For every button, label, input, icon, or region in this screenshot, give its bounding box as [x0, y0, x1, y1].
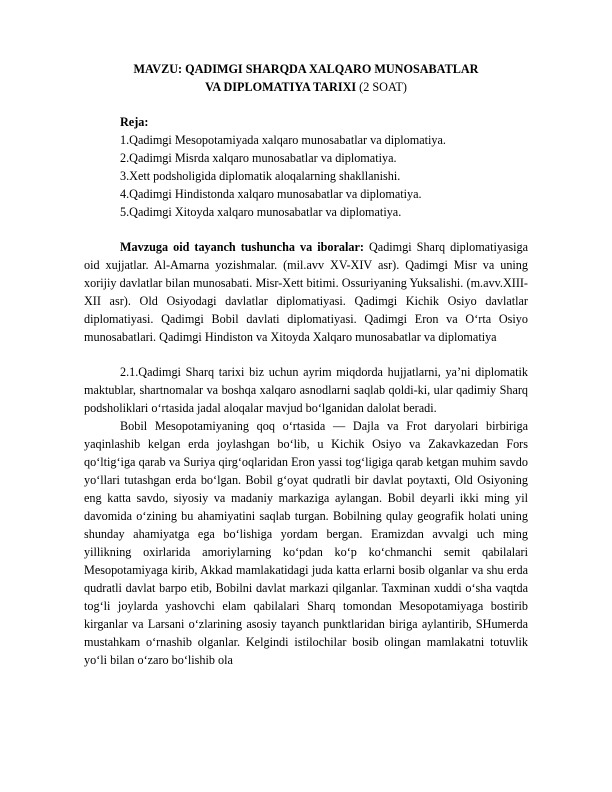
plan-item-5: 5.Qadimgi Xitoyda xalqaro munosabatlar va diplomatiya. — [120, 205, 402, 219]
keywords-text: Qadimgi Sharq diplomatiyasiga oid xujjatlar. Al-Amarna yozishmalar. (mil.avv XV-XIV asr). Qadimgi Misr va uning xorijiy davlatlar bilan munosabati. Misr-Xett bitimi. Ossuriyaning Yuksalishi. (m.avv.XIII-XII asr). Old Osiyodagi davlatlar diplomatiyasi. Qadimgi Kichik Osiyo davlatlar diplomatiyasi. Qadimgi Bobil davlati diplomatiyasi. Qadimgi Eron va O‘rta Osiyo munosabatlari. Qadimgi Hindiston va Xitoyda Xalqaro munosabatlar va diplomatiya — [84, 240, 528, 344]
spacer — [84, 346, 528, 363]
body-paragraph-1: 2.1.Qadimgi Sharq tarixi biz uchun ayrim miqdorda hujjatlarni, ya’ni diplomatik maktublar, shartnomalar va boshqa xalqaro asnodlarni saqlab qoldi-ki, ular qadimiy Sharq podsholiklari o‘rtasida jadal aloqalar mavjud bo‘lganidan dalolat beradi. — [84, 365, 528, 415]
page-title — [84, 60, 528, 96]
title-hours: (2 SOAT) — [359, 80, 407, 94]
keywords-label: Mavzuga oid tayanch tushuncha va iboralar: — [120, 240, 364, 254]
title-line-1: MAVZU: QADIMGI SHARQDA XALQARO MUNOSABATLAR — [133, 62, 479, 76]
plan-item-4: 4.Qadimgi Hindistonda xalqaro munosabatlar va diplomatiya. — [120, 187, 422, 201]
keywords-paragraph — [84, 238, 528, 346]
plan-item-1: 1.Qadimgi Mesopotamiyada xalqaro munosabatlar va diplomatiya. — [120, 133, 446, 147]
plan-heading: Reja: — [120, 115, 149, 129]
document-body — [84, 113, 528, 669]
body-paragraph-2: Bobil Mesopotamiyaning qoq o‘rtasida — Dajla va Frot daryolari birbiriga yaqinlashib kelgan erda joylashgan bo‘lib, u Kichik Osiyo va Zakavkazedan Fors qo‘ltig‘iga qarab va Suriya qirg‘oqlaridan Eron yassi tog‘ligiga qarab ketgan muhim savdo yo‘llari tutashgan erda bo‘lgan. Bobil g‘oyat qudratli bir davlat poytaxti, Old Osiyoning eng katta savdo, siyosiy va madaniy markaziga aylangan. Bobil deyarli ikki ming yil davomida o‘zining bu ahamiyatini saqlab turgan. Bobilning qulay geografik holati uning shunday ahamiyatga ega bo‘lishiga yordam bergan. Eramizdan avvalgi uch ming yillikning oxirlarida amoriylarning ko‘pdan ko‘p ko‘chmanchi semit qabilalari Mesopotamiyaga kirib, Akkad mamlakatidagi juda katta erlarni bosib olganlar va shu erda qudratli davlat barpo etib, Bobilni davlat markazi qilganlar. Taxminan xuddi o‘sha vaqtda tog‘li joylarda yashovchi elam qabilalari Sharq tomondan Mesopotamiyaga bostirib kirganlar va Larsani o‘zlarining asosiy tayanch punktlaridan biriga aylantirib, SHumerda mustahkam o‘rnashib olganlar. Kelgindi istilochilar bosib olingan mamlakatni totuvlik yo‘li bilan o‘zaro bo‘lishib ola — [84, 419, 528, 667]
plan-item-3: 3.Xett podsholigida diplomatik aloqalarning shakllanishi. — [120, 169, 401, 183]
title-line-2-text: VA DIPLOMATIYA TARIXI — [205, 80, 357, 94]
plan-item-2: 2.Qadimgi Misrda xalqaro munosabatlar va diplomatiya. — [120, 151, 397, 165]
spacer — [84, 221, 528, 238]
title-line-2 — [84, 78, 528, 96]
